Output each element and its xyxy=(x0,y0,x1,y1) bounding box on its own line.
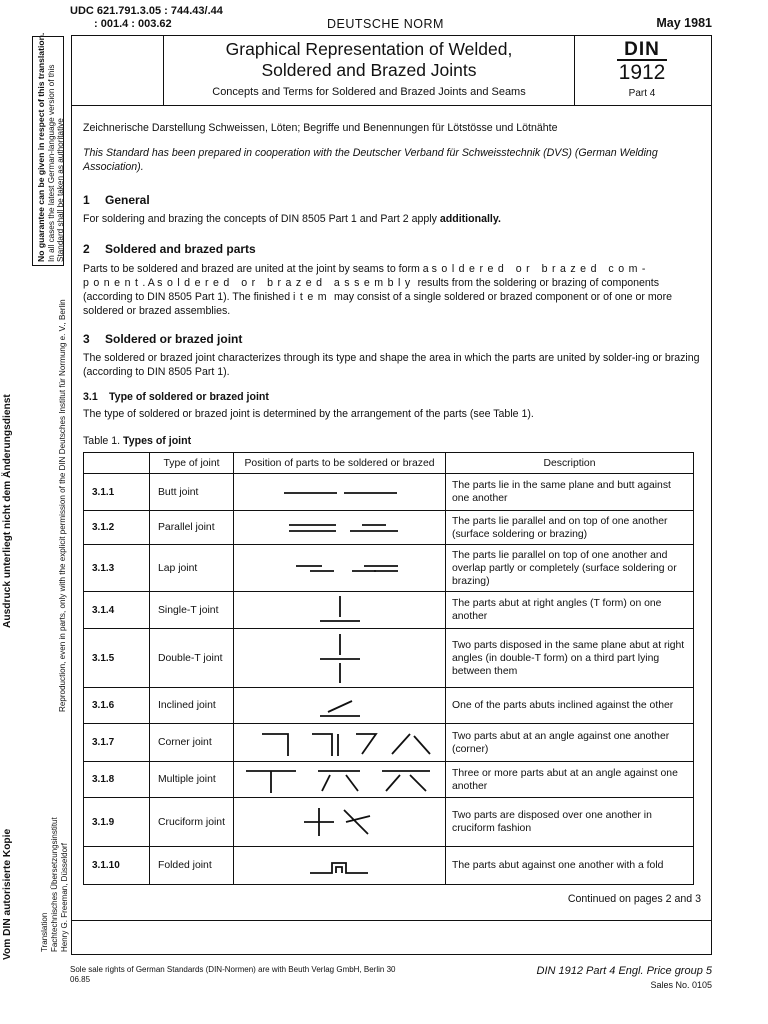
table-caption xyxy=(83,434,701,448)
table-row xyxy=(84,847,694,885)
row-number: 3.1.6 xyxy=(84,688,150,724)
section-3-title: Soldered or brazed joint xyxy=(105,332,243,346)
s2-text-c: results from the soldering or brazing of components (according to DIN 8505 Part 1). The finished xyxy=(83,277,660,303)
print-code: 06.85 xyxy=(70,975,91,984)
double-t-joint-figure xyxy=(234,629,446,688)
row-type: Multiple joint xyxy=(150,762,234,798)
sales-rights xyxy=(70,965,395,985)
footer-divider xyxy=(71,920,712,921)
translation-institute: Fachtechnisches Übersetzungsinstitut xyxy=(50,817,59,952)
sales-rights-text: Sole sale rights of German Standards (DIN-Normen) are with Beuth Verlag GmbH, Berlin 30 xyxy=(70,965,396,974)
table-caption-label: Table 1. xyxy=(83,435,124,447)
section-2-number: 2 xyxy=(83,242,90,256)
header-position: Position of parts to be soldered or brazed xyxy=(234,453,446,474)
section-3-heading xyxy=(83,332,701,346)
margin-stamp-authorized-copy: Vom DIN autorisierte Kopie xyxy=(2,828,13,960)
section-2-heading xyxy=(83,242,701,256)
header-right-divider xyxy=(574,35,575,105)
s2-term-component-a: soldered or brazed com- xyxy=(431,263,650,275)
row-description: The parts lie parallel and on top of one another (surface soldering or brazing) xyxy=(446,511,694,545)
header-divider xyxy=(71,105,712,106)
continued-note: Continued on pages 2 and 3 xyxy=(567,893,701,905)
table-row xyxy=(84,688,694,724)
inclined-joint-figure xyxy=(234,688,446,724)
title-line-1: Graphical Representation of Welded, xyxy=(225,39,513,59)
margin-stamp-amendment: Ausdruck unterliegt nicht dem Änderungsdienst xyxy=(2,394,13,628)
table-row xyxy=(84,592,694,629)
row-number: 3.1.9 xyxy=(84,798,150,847)
table-caption-title: Types of joint xyxy=(123,435,192,447)
butt-joint-figure xyxy=(234,474,446,511)
row-number: 3.1.7 xyxy=(84,724,150,762)
section-1-text-main: For soldering and brazing the concepts of DIN 8505 Part 1 and Part 2 apply xyxy=(83,213,440,225)
lap-joint-figure xyxy=(234,545,446,592)
table-row xyxy=(84,724,694,762)
section-2-title: Soldered and brazed parts xyxy=(105,242,256,256)
section-1-heading xyxy=(83,193,701,207)
row-description: Two parts disposed in the same plane abut at right angles (in double-T form) on a third part lying between them xyxy=(446,629,694,688)
row-type: Butt joint xyxy=(150,474,234,511)
row-description: The parts abut against one another with a fold xyxy=(446,847,694,885)
row-description: The parts abut at right angles (T form) on one another xyxy=(446,592,694,629)
header-number xyxy=(84,453,150,474)
section-3-number: 3 xyxy=(83,332,90,346)
din-logo: DIN xyxy=(617,40,667,61)
row-type: Parallel joint xyxy=(150,511,234,545)
header-description: Description xyxy=(446,453,694,474)
row-number: 3.1.10 xyxy=(84,847,150,885)
s2-text-a: Parts to be soldered and brazed are united at the joint by seams to form a xyxy=(83,263,432,275)
table-row xyxy=(84,762,694,798)
guarantee-line-2: In all cases the latest German-language version of this xyxy=(47,64,56,262)
folded-joint-figure xyxy=(234,847,446,885)
udc-line-2: : 001.4 : 003.62 xyxy=(94,18,172,30)
section-1-text xyxy=(83,212,701,226)
row-description: Two parts abut at an angle against one another (corner) xyxy=(446,724,694,762)
row-description: Three or more parts abut at an angle against one another xyxy=(446,762,694,798)
row-type: Lap joint xyxy=(150,545,234,592)
s2-term-item: item xyxy=(293,291,332,303)
section-2-text xyxy=(83,262,701,318)
row-number: 3.1.2 xyxy=(84,511,150,545)
row-description: One of the parts abuts inclined against the other xyxy=(446,688,694,724)
section-1-text-emphasis: additionally. xyxy=(439,213,501,225)
row-description: Two parts are disposed over one another in cruciform fashion xyxy=(446,798,694,847)
table-row xyxy=(84,798,694,847)
single-t-joint-figure xyxy=(234,592,446,629)
title-line-2: Soldered and Brazed Joints xyxy=(261,60,477,80)
table-row xyxy=(84,511,694,545)
row-number: 3.1.3 xyxy=(84,545,150,592)
cruciform-joint-figure xyxy=(234,798,446,847)
corner-joint-figure xyxy=(234,724,446,762)
table-header-row xyxy=(84,453,694,474)
s2-text-b: . A xyxy=(142,277,158,289)
header-type: Type of joint xyxy=(150,453,234,474)
row-number: 3.1.5 xyxy=(84,629,150,688)
s2-term-assembly: soldered or brazed assembly xyxy=(157,277,415,289)
section-3-1-title: Type of soldered or brazed joint xyxy=(109,391,269,403)
s2-term-component-b: ponent xyxy=(83,277,143,289)
row-description: The parts lie parallel on top of one another and overlap partly or completely (surface soldering or brazing) xyxy=(446,545,694,592)
guarantee-line-1: No guarantee can be given in respect of this translation. xyxy=(36,32,46,262)
deutsche-norm-label: DEUTSCHE NORM xyxy=(327,17,444,31)
row-number: 3.1.8 xyxy=(84,762,150,798)
row-type: Folded joint xyxy=(150,847,234,885)
translator-name: Henry G. Freeman, Düsseldorf xyxy=(60,843,69,952)
guarantee-line-3: Standard shall be taken as authoritative xyxy=(56,118,65,262)
section-1-number: 1 xyxy=(83,193,90,207)
document-title xyxy=(164,39,574,81)
section-1-title: General xyxy=(105,193,150,207)
row-number: 3.1.4 xyxy=(84,592,150,629)
reproduction-notice: Reproduction, even in parts, only with the explicit permission of the DIN Deutsches Institut für Normung e. V., Berlin xyxy=(58,299,67,712)
row-type: Corner joint xyxy=(150,724,234,762)
cooperation-note: This Standard has been prepared in cooperation with the Deutscher Verband für Schweisstechnik (DVS) (German Welding Association). xyxy=(83,147,658,173)
row-description: The parts lie in the same plane and butt against one another xyxy=(446,474,694,511)
row-type: Double-T joint xyxy=(150,629,234,688)
row-number: 3.1.1 xyxy=(84,474,150,511)
types-of-joint-table xyxy=(83,452,694,885)
row-type: Single-T joint xyxy=(150,592,234,629)
table-row xyxy=(84,629,694,688)
din-part: Part 4 xyxy=(628,88,656,99)
row-type: Inclined joint xyxy=(150,688,234,724)
udc-code xyxy=(70,5,223,31)
sales-number: Sales No. 0105 xyxy=(650,980,712,990)
table-row xyxy=(84,545,694,592)
section-3-text: The soldered or brazed joint characterizes through its type and shape the area in which the parts are united by solder-ing or brazing (according to DIN 8505 Part 1). xyxy=(83,352,700,378)
document-subtitle: Concepts and Terms for Soldered and Brazed Joints and Seams xyxy=(212,86,526,98)
section-3-1-text: The type of soldered or brazed joint is determined by the arrangement of the parts (see Table 1). xyxy=(83,408,534,420)
parallel-joint-figure xyxy=(234,511,446,545)
table-row xyxy=(84,474,694,511)
udc-line-1: UDC 621.791.3.05 : 744.43/.44 xyxy=(70,5,223,17)
document-reference: DIN 1912 Part 4 Engl. Price group 5 xyxy=(536,965,712,977)
publication-date: May 1981 xyxy=(656,16,712,30)
multiple-joint-figure xyxy=(234,762,446,798)
german-title: Zeichnerische Darstellung Schweissen, Löten; Begriffe und Benennungen für Lötstösse und Lötnähte xyxy=(83,122,558,134)
row-type: Cruciform joint xyxy=(150,798,234,847)
translation-label: Translation xyxy=(40,912,49,952)
s2-text-d: may consist of a single soldered or brazed component or of one or more soldered or brazed assemblies. xyxy=(83,291,672,317)
din-number: 1912 xyxy=(618,61,666,84)
section-3-1-number: 3.1 xyxy=(83,391,98,403)
section-3-1-heading xyxy=(83,390,701,404)
